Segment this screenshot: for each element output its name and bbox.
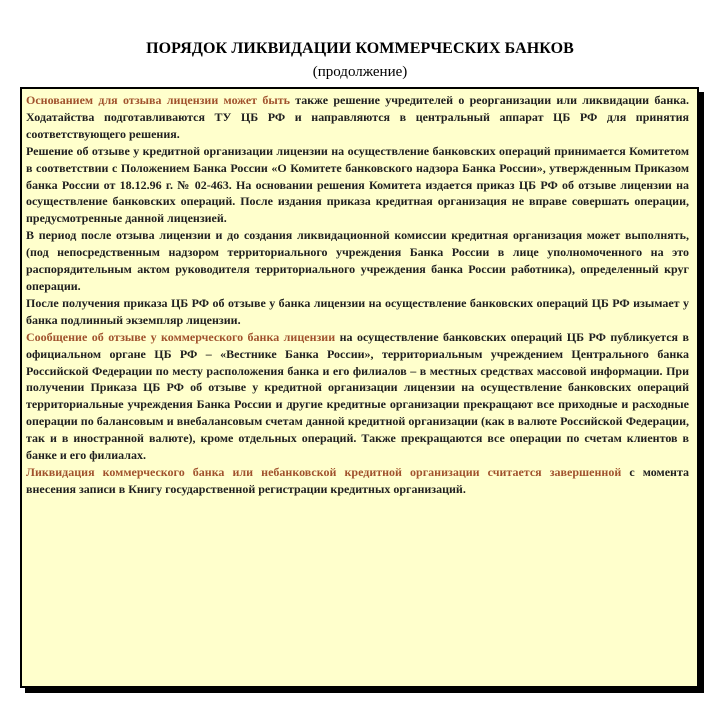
paragraph-license-revocation-grounds [26,92,689,143]
paragraph-text: с момента внесения записи в Книгу государственной регистрации кредитных организаций. [26,464,689,496]
paragraph-text: Решение об отзыве у кредитной организации лицензии на осуществление банковских операций принимается Комитетом в соответствии с Положением Банка России «О Комитете банковского надзора Банка России», утвержденным Приказом банка России от 18.12.96 г. № 02-463. На основании решения Комитета издается приказ ЦБ РФ об отзыве лицензии на осуществление банковских операций. После издания приказа кредитная организация не вправе совершать операции, предусмотренные данной лицензией. [26,143,689,226]
paragraph-publication [26,329,689,464]
paragraph-interim-period [26,227,689,295]
paragraph-text: В период после отзыва лицензии и до создания ликвидационной комиссии кредитная организация может выполнять, (под непосредственным надзором территориального учреждения Банка России в лице уполномоченного на это распорядительным актом руководителя территориального учреждения банка России работника), определенный круг операции. [26,228,689,293]
paragraph-accent: Ликвидация коммерческого банка или небанковской кредитной организации считается завершенной [26,464,622,479]
paragraph-text: на осуществление банковских операций ЦБ РФ публикуется в официальном органе ЦБ РФ – «Вестнике Банка России», территориальным учреждением Центрального банка Российской Федерации по месту расположения банка и его филиалов – в местных средствах массовой информации. При получении Приказа ЦБ РФ об отзыве у кредитной организации лицензии на осуществление банковских операций территориальные учреждения Банка России и другие кредитные организации прекращают все приходные и расходные операции по балансовым и внебалансовым счетам данной кредитной организации (как в валюте Российской Федерации, так и в иностранной валюте), кроме отдельных операций. Также прекращаются все операции по счетам клиентов в банке и его филиалах. [26,329,690,463]
paragraph-accent: Основанием для отзыва лицензии может быть [26,93,290,107]
paragraph-liquidation-completion [26,464,689,498]
content-panel [20,87,699,688]
paragraph-accent: Сообщение об отзыве у коммерческого банка лицензии [26,329,336,344]
paragraph-license-seizure [26,295,689,329]
paragraph-committee-decision [26,143,689,228]
page-subtitle: (продолжение) [312,64,408,80]
paragraph-text: также решение учредителей о реорганизации или ликвидации банка. Ходатайства подготавливаются ТУ ЦБ РФ и направляются в центральный аппарат ЦБ РФ для принятия соответствующего решения. [26,93,689,141]
paragraph-text: После получения приказа ЦБ РФ об отзыве у банка лицензии на осуществление банковских операций ЦБ РФ изымает у банка подлинный экземпляр лицензии. [26,295,689,327]
body-text [26,92,689,498]
page-title: ПОРЯДОК ЛИКВИДАЦИИ КОММЕРЧЕСКИХ БАНКОВ [146,40,574,57]
